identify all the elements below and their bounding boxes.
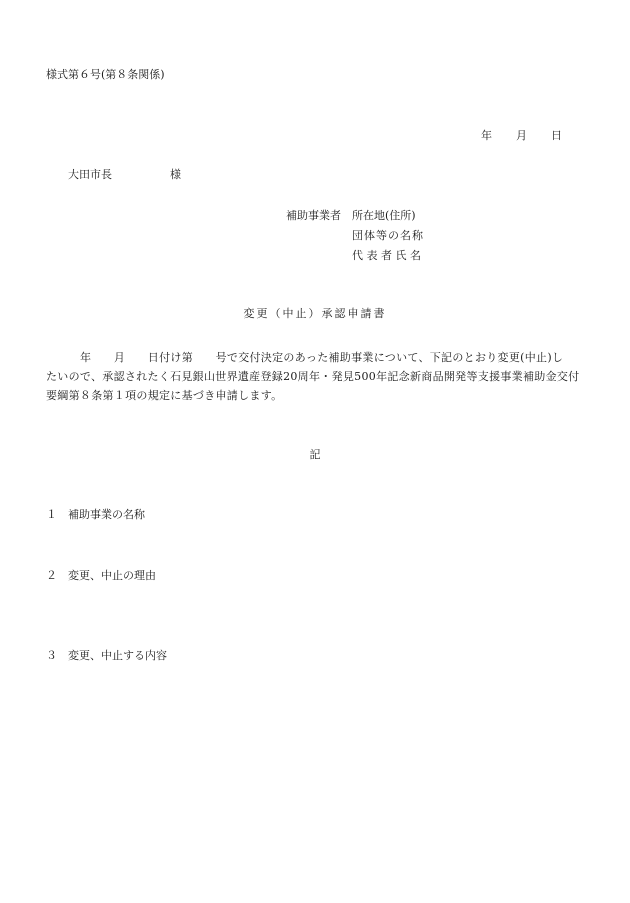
applicant-label: 補助事業者	[286, 209, 341, 222]
item-change-reason	[46, 570, 156, 581]
item-label: 補助事業の名称	[68, 508, 145, 521]
item-number: ２	[46, 569, 57, 582]
applicant-organization-label: 団体等の名称	[352, 229, 424, 242]
body-line: たいので、承認されたく石見銀山世界遺産登録20周年・発見500年記念新商品開発等支援事業補助金交付	[46, 370, 580, 383]
item-change-content	[46, 650, 167, 661]
applicant-address-label: 所在地(住所)	[352, 209, 416, 222]
item-label: 変更、中止の理由	[68, 569, 156, 582]
body-line: 年 月 日付け第 号で交付決定のあった補助事業について、下記のとおり変更(中止)し	[80, 351, 564, 364]
date-year: 年	[481, 129, 492, 142]
addressee-honorific: 様	[170, 168, 181, 181]
body-line: 要綱第８条第１項の規定に基づき申請します。	[46, 389, 283, 402]
document-title: 変更（中止）承認申請書	[243, 307, 387, 320]
date-day: 日	[551, 129, 562, 142]
ki-heading: 記	[309, 448, 321, 461]
date-line	[481, 130, 562, 141]
applicant-representative-label: 代表者氏名	[352, 249, 425, 262]
form-number: 様式第６号(第８条関係)	[46, 68, 165, 81]
addressee	[68, 169, 181, 180]
item-number: １	[46, 508, 57, 521]
addressee-name: 大田市長	[68, 168, 112, 181]
item-number: ３	[46, 649, 57, 662]
application-body	[46, 348, 596, 405]
item-project-name	[46, 509, 145, 520]
item-label: 変更、中止する内容	[68, 649, 167, 662]
date-month: 月	[516, 129, 527, 142]
